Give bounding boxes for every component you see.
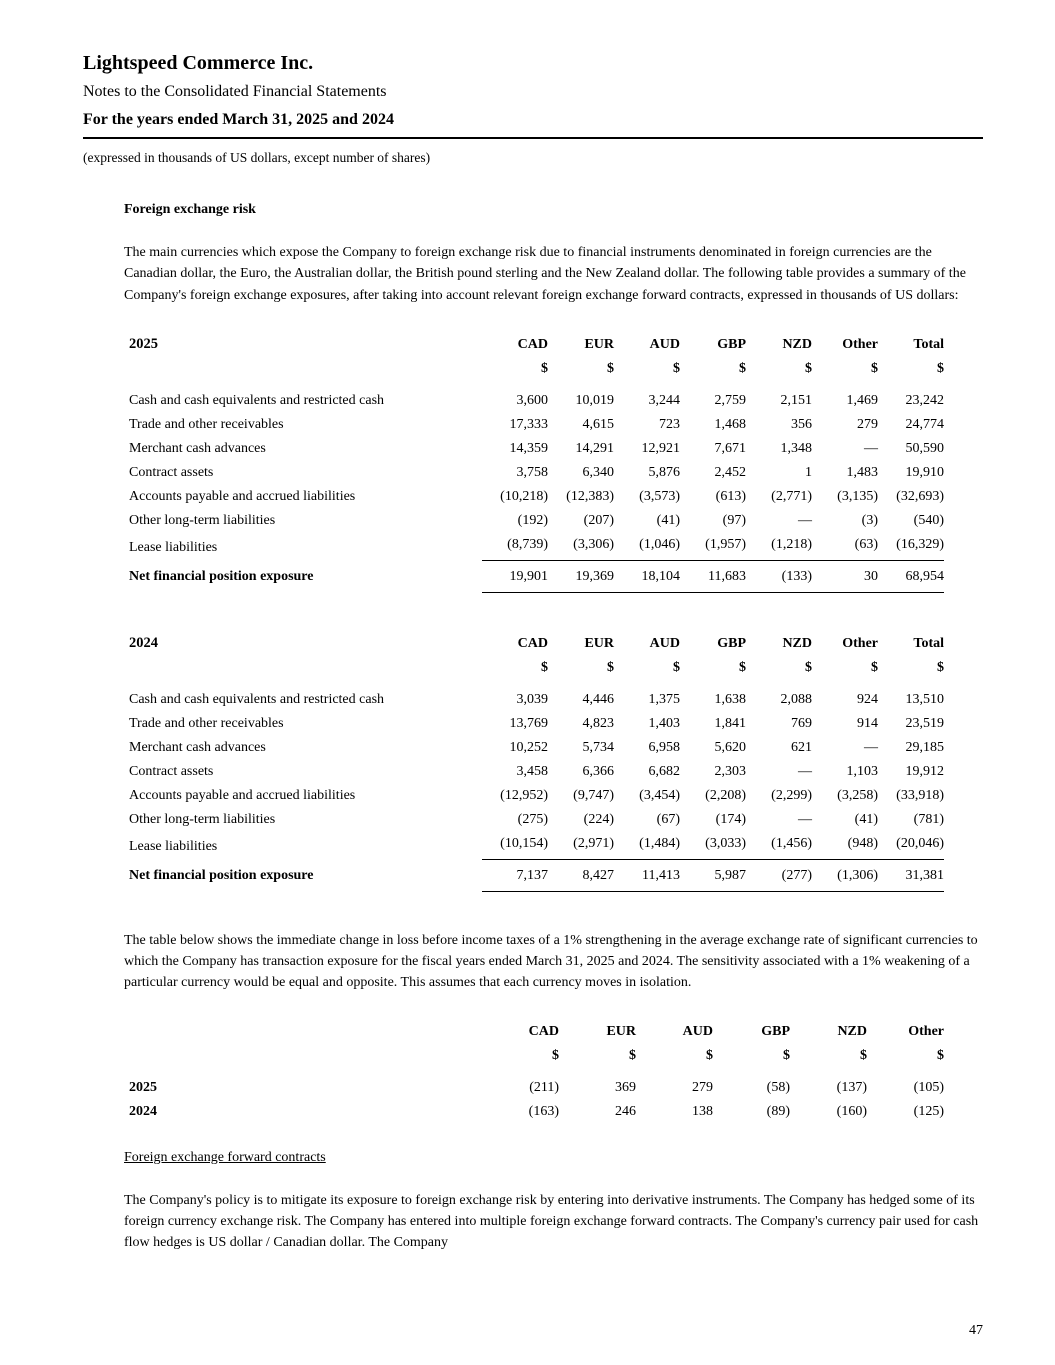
row-label: Accounts payable and accrued liabilities bbox=[129, 787, 356, 803]
sensitivity-intro-paragraph: The table below shows the immediate change in loss before income taxes of a 1% strengthening in the average exchange rate of significant currencies to which the Company has transaction exposure for the fiscal years ended March 31, 2025 and 2024. The sensitivity associated with a 1% weakening of a particular currency would be equal and opposite. This assumes that each currency moves in isolation. bbox=[124, 932, 978, 991]
table-row bbox=[129, 437, 944, 461]
value-cell: 3,244 bbox=[648, 392, 680, 408]
value-cell: 17,333 bbox=[509, 416, 548, 432]
table-row bbox=[129, 533, 944, 561]
table-row bbox=[129, 784, 944, 808]
value-cell: 4,615 bbox=[582, 416, 614, 432]
value-cell: (160) bbox=[836, 1103, 867, 1119]
value-cell: 1,483 bbox=[846, 464, 878, 480]
column-header-nzd: NZD bbox=[782, 336, 812, 352]
value-cell: (3) bbox=[861, 512, 878, 528]
value-cell: 12,921 bbox=[641, 440, 680, 456]
value-cell: 4,823 bbox=[582, 715, 614, 731]
net-exposure-row bbox=[129, 560, 944, 592]
table-row bbox=[129, 509, 944, 533]
column-header-nzd: NZD bbox=[782, 635, 812, 651]
value-cell: 4,446 bbox=[582, 691, 614, 707]
column-header-eur: EUR bbox=[606, 1023, 636, 1039]
currency-symbol: $ bbox=[739, 360, 746, 376]
value-cell: 13,769 bbox=[509, 715, 548, 731]
currency-symbol: $ bbox=[541, 659, 548, 675]
row-label: Trade and other receivables bbox=[129, 416, 284, 432]
currency-symbol: $ bbox=[607, 659, 614, 675]
value-cell: (2,299) bbox=[771, 787, 812, 803]
table-row bbox=[129, 688, 944, 712]
value-cell: (3,033) bbox=[680, 832, 746, 860]
value-cell: — bbox=[864, 440, 878, 456]
value-cell: 14,359 bbox=[509, 440, 548, 456]
value-cell: (41) bbox=[854, 811, 878, 827]
value-cell: 1,103 bbox=[846, 763, 878, 779]
value-cell: (948) bbox=[812, 832, 878, 860]
table-blank-cell bbox=[129, 656, 482, 688]
value-cell: (1,218) bbox=[746, 533, 812, 561]
total-row-label: Net financial position exposure bbox=[129, 868, 314, 884]
value-cell: 10,019 bbox=[575, 392, 614, 408]
total-value-cell: 7,137 bbox=[482, 859, 548, 891]
total-value-cell: 30 bbox=[812, 560, 878, 592]
value-cell: (12,952) bbox=[500, 787, 548, 803]
value-cell: 14,291 bbox=[575, 440, 614, 456]
column-header-nzd: NZD bbox=[837, 1023, 867, 1039]
row-label: 2024 bbox=[129, 1103, 157, 1119]
table-row bbox=[129, 413, 944, 437]
row-label: Cash and cash equivalents and restricted cash bbox=[129, 691, 385, 707]
column-header-eur: EUR bbox=[584, 635, 614, 651]
value-cell: 6,340 bbox=[582, 464, 614, 480]
value-cell: 50,590 bbox=[905, 440, 944, 456]
value-cell: 2,303 bbox=[714, 763, 746, 779]
value-cell: 1,348 bbox=[780, 440, 812, 456]
value-cell: (207) bbox=[583, 512, 614, 528]
currency-symbol: $ bbox=[783, 1047, 790, 1063]
fx-exposure-table-2025 bbox=[129, 332, 944, 593]
fx-sensitivity-table bbox=[129, 1020, 944, 1124]
value-cell: (10,218) bbox=[500, 488, 548, 504]
row-label: Other long-term liabilities bbox=[129, 512, 276, 528]
value-cell: 621 bbox=[791, 739, 812, 755]
value-cell: — bbox=[864, 739, 878, 755]
table-row bbox=[129, 832, 944, 860]
value-cell: 356 bbox=[791, 416, 812, 432]
table-blank-cell bbox=[129, 357, 482, 389]
total-value-cell: (1,306) bbox=[812, 859, 878, 891]
value-cell: (3,135) bbox=[837, 488, 878, 504]
value-cell: (3,306) bbox=[548, 533, 614, 561]
table-row bbox=[129, 389, 944, 413]
table-header-row bbox=[129, 1020, 944, 1044]
value-cell: 5,876 bbox=[648, 464, 680, 480]
column-header-other: Other bbox=[908, 1023, 944, 1039]
row-label: Merchant cash advances bbox=[129, 739, 266, 755]
value-cell: (125) bbox=[913, 1103, 944, 1119]
document-subtitle: Notes to the Consolidated Financial Statements bbox=[83, 83, 387, 100]
value-cell: 1,403 bbox=[648, 715, 680, 731]
value-cell: 769 bbox=[791, 715, 812, 731]
value-cell: 2,088 bbox=[780, 691, 812, 707]
table-header-row bbox=[129, 332, 944, 357]
value-cell: 3,458 bbox=[516, 763, 548, 779]
value-cell: (1,046) bbox=[614, 533, 680, 561]
total-value-cell: 11,413 bbox=[614, 859, 680, 891]
column-header-cad: CAD bbox=[528, 1023, 559, 1039]
value-cell: (137) bbox=[836, 1079, 867, 1095]
total-value-cell: 19,901 bbox=[482, 560, 548, 592]
value-cell: 1,469 bbox=[846, 392, 878, 408]
value-cell: (3,454) bbox=[639, 787, 680, 803]
total-value-cell: (277) bbox=[746, 859, 812, 891]
value-cell: 19,912 bbox=[905, 763, 944, 779]
value-cell: (97) bbox=[722, 512, 746, 528]
value-cell: 723 bbox=[659, 416, 680, 432]
column-header-gbp: GBP bbox=[761, 1023, 790, 1039]
value-cell: 1,841 bbox=[714, 715, 746, 731]
value-cell: 914 bbox=[857, 715, 878, 731]
table-year-label: 2025 bbox=[129, 335, 158, 352]
currency-symbol: $ bbox=[805, 360, 812, 376]
value-cell: 23,519 bbox=[905, 715, 944, 731]
value-cell: — bbox=[798, 811, 812, 827]
value-cell: (174) bbox=[715, 811, 746, 827]
value-cell: — bbox=[798, 512, 812, 528]
value-cell: 1,638 bbox=[714, 691, 746, 707]
currency-symbol: $ bbox=[673, 659, 680, 675]
table-row bbox=[129, 461, 944, 485]
fx-risk-intro-paragraph: The main currencies which expose the Company to foreign exchange risk due to financial instruments denominated in foreign currencies are the Canadian dollar, the Euro, the Australian dollar, the British pound sterling and the New Zealand dollar. The following table provides a summary of the Company's foreign exchange exposures, after taking into account relevant foreign exchange forward contracts, expressed in thousands of US dollars: bbox=[124, 245, 966, 303]
value-cell: 5,620 bbox=[714, 739, 746, 755]
value-cell: 2,759 bbox=[714, 392, 746, 408]
value-cell: 246 bbox=[615, 1103, 636, 1119]
value-cell: (32,693) bbox=[896, 488, 944, 504]
value-cell: (2,771) bbox=[771, 488, 812, 504]
currency-symbol: $ bbox=[673, 360, 680, 376]
column-header-gbp: GBP bbox=[717, 336, 746, 352]
table-blank-header bbox=[129, 1020, 482, 1044]
value-cell: 10,252 bbox=[509, 739, 548, 755]
column-header-aud: AUD bbox=[682, 1023, 713, 1039]
row-label: Merchant cash advances bbox=[129, 440, 266, 456]
table-row bbox=[129, 712, 944, 736]
column-header-aud: AUD bbox=[649, 336, 680, 352]
total-value-cell: 11,683 bbox=[680, 560, 746, 592]
table-row bbox=[129, 736, 944, 760]
value-cell: 19,910 bbox=[905, 464, 944, 480]
table-row bbox=[129, 1076, 944, 1100]
total-row-label: Net financial position exposure bbox=[129, 569, 314, 585]
value-cell: 1 bbox=[805, 464, 812, 480]
value-cell: (540) bbox=[913, 512, 944, 528]
total-value-cell: (133) bbox=[746, 560, 812, 592]
row-label: Lease liabilities bbox=[129, 839, 218, 855]
value-cell: (2,208) bbox=[705, 787, 746, 803]
value-cell: 2,452 bbox=[714, 464, 746, 480]
total-value-cell: 19,369 bbox=[548, 560, 614, 592]
value-cell: (9,747) bbox=[573, 787, 614, 803]
currency-symbol: $ bbox=[937, 1047, 944, 1063]
value-cell: 7,671 bbox=[714, 440, 746, 456]
value-cell: (211) bbox=[529, 1079, 559, 1095]
table-blank-cell bbox=[129, 1044, 482, 1076]
table-row bbox=[129, 485, 944, 509]
value-cell: (33,918) bbox=[896, 787, 944, 803]
row-label: 2025 bbox=[129, 1079, 157, 1095]
value-cell: (224) bbox=[583, 811, 614, 827]
column-header-other: Other bbox=[842, 336, 878, 352]
row-label: Lease liabilities bbox=[129, 540, 218, 556]
table-row bbox=[129, 1100, 944, 1124]
currency-symbol: $ bbox=[805, 659, 812, 675]
value-cell: 29,185 bbox=[905, 739, 944, 755]
total-value-cell: 5,987 bbox=[680, 859, 746, 891]
table-row bbox=[129, 760, 944, 784]
value-cell: 3,039 bbox=[516, 691, 548, 707]
row-label: Contract assets bbox=[129, 763, 214, 779]
value-cell: (781) bbox=[913, 811, 944, 827]
company-title: Lightspeed Commerce Inc. bbox=[83, 52, 314, 74]
value-cell: (163) bbox=[528, 1103, 559, 1119]
value-cell: 13,510 bbox=[905, 691, 944, 707]
forward-contracts-paragraph: The Company's policy is to mitigate its exposure to foreign exchange risk by entering into derivative instruments. The Company has hedged some of its foreign currency exchange risk. The Company has entered into multiple foreign exchange forward contracts. The Company's currency pair used for cash flow hedges is US dollar / Canadian dollar. The Company bbox=[124, 1192, 979, 1251]
value-cell: 3,600 bbox=[516, 392, 548, 408]
column-header-cad: CAD bbox=[517, 635, 548, 651]
column-header-gbp: GBP bbox=[717, 635, 746, 651]
value-cell: 369 bbox=[615, 1079, 636, 1095]
value-cell: (1,957) bbox=[680, 533, 746, 561]
value-cell: (1,484) bbox=[614, 832, 680, 860]
value-cell: (275) bbox=[517, 811, 548, 827]
value-cell: (20,046) bbox=[878, 832, 944, 860]
value-cell: 6,366 bbox=[582, 763, 614, 779]
heading-foreign-exchange-forward-contracts: Foreign exchange forward contracts bbox=[124, 1149, 326, 1165]
value-cell: (8,739) bbox=[482, 533, 548, 561]
column-header-other: Other bbox=[842, 635, 878, 651]
value-cell: (16,329) bbox=[878, 533, 944, 561]
row-label: Other long-term liabilities bbox=[129, 811, 276, 827]
value-cell: (58) bbox=[766, 1079, 790, 1095]
currency-symbol: $ bbox=[937, 360, 944, 376]
currency-symbol: $ bbox=[937, 659, 944, 675]
value-cell: (3,258) bbox=[837, 787, 878, 803]
currency-symbol-row bbox=[129, 1044, 944, 1076]
row-label: Trade and other receivables bbox=[129, 715, 284, 731]
currency-symbol: $ bbox=[871, 659, 878, 675]
column-header-total: Total bbox=[913, 336, 944, 352]
table-row bbox=[129, 808, 944, 832]
row-label: Accounts payable and accrued liabilities bbox=[129, 488, 356, 504]
value-cell: (89) bbox=[766, 1103, 790, 1119]
total-value-cell: 68,954 bbox=[878, 560, 944, 592]
value-cell: (613) bbox=[715, 488, 746, 504]
reporting-period: For the years ended March 31, 2025 and 2024 bbox=[83, 111, 983, 139]
page-number: 47 bbox=[969, 1323, 983, 1338]
net-exposure-row bbox=[129, 859, 944, 891]
value-cell: (192) bbox=[517, 512, 548, 528]
currency-symbol: $ bbox=[739, 659, 746, 675]
currency-symbol: $ bbox=[607, 360, 614, 376]
currency-symbol-row bbox=[129, 656, 944, 688]
value-cell: (2,971) bbox=[548, 832, 614, 860]
column-header-cad: CAD bbox=[517, 336, 548, 352]
value-cell: 138 bbox=[692, 1103, 713, 1119]
currency-symbol-row bbox=[129, 357, 944, 389]
value-cell: 24,774 bbox=[905, 416, 944, 432]
value-cell: (63) bbox=[812, 533, 878, 561]
value-cell: (3,573) bbox=[639, 488, 680, 504]
section-heading-foreign-exchange-risk: Foreign exchange risk bbox=[124, 202, 256, 217]
value-cell: 279 bbox=[692, 1079, 713, 1095]
sensitivity-table-wrap bbox=[124, 1020, 983, 1124]
fx-exposure-table-2024 bbox=[129, 631, 944, 892]
currency-symbol: $ bbox=[860, 1047, 867, 1063]
value-cell: (67) bbox=[656, 811, 680, 827]
value-cell: (1,456) bbox=[746, 832, 812, 860]
column-header-total: Total bbox=[913, 635, 944, 651]
value-cell: (105) bbox=[913, 1079, 944, 1095]
value-cell: 279 bbox=[857, 416, 878, 432]
total-value-cell: 18,104 bbox=[614, 560, 680, 592]
column-header-aud: AUD bbox=[649, 635, 680, 651]
table-year-label: 2024 bbox=[129, 634, 158, 651]
currency-symbol: $ bbox=[541, 360, 548, 376]
value-cell: (12,383) bbox=[566, 488, 614, 504]
currency-symbol: $ bbox=[629, 1047, 636, 1063]
row-label: Contract assets bbox=[129, 464, 214, 480]
column-header-eur: EUR bbox=[584, 336, 614, 352]
value-cell: 2,151 bbox=[780, 392, 812, 408]
value-cell: 6,682 bbox=[648, 763, 680, 779]
currency-symbol: $ bbox=[552, 1047, 559, 1063]
table-header-row bbox=[129, 631, 944, 656]
total-value-cell: 31,381 bbox=[878, 859, 944, 891]
value-cell: 3,758 bbox=[516, 464, 548, 480]
value-cell: 1,375 bbox=[648, 691, 680, 707]
value-cell: 1,468 bbox=[714, 416, 746, 432]
value-cell: 924 bbox=[857, 691, 878, 707]
note-content bbox=[124, 202, 983, 1253]
value-cell: — bbox=[798, 763, 812, 779]
value-cell: 5,734 bbox=[582, 739, 614, 755]
currency-note: (expressed in thousands of US dollars, except number of shares) bbox=[83, 150, 431, 165]
value-cell: 6,958 bbox=[648, 739, 680, 755]
row-label: Cash and cash equivalents and restricted cash bbox=[129, 392, 385, 408]
value-cell: 23,242 bbox=[905, 392, 944, 408]
value-cell: (10,154) bbox=[482, 832, 548, 860]
currency-symbol: $ bbox=[871, 360, 878, 376]
value-cell: (41) bbox=[656, 512, 680, 528]
total-value-cell: 8,427 bbox=[548, 859, 614, 891]
currency-symbol: $ bbox=[706, 1047, 713, 1063]
